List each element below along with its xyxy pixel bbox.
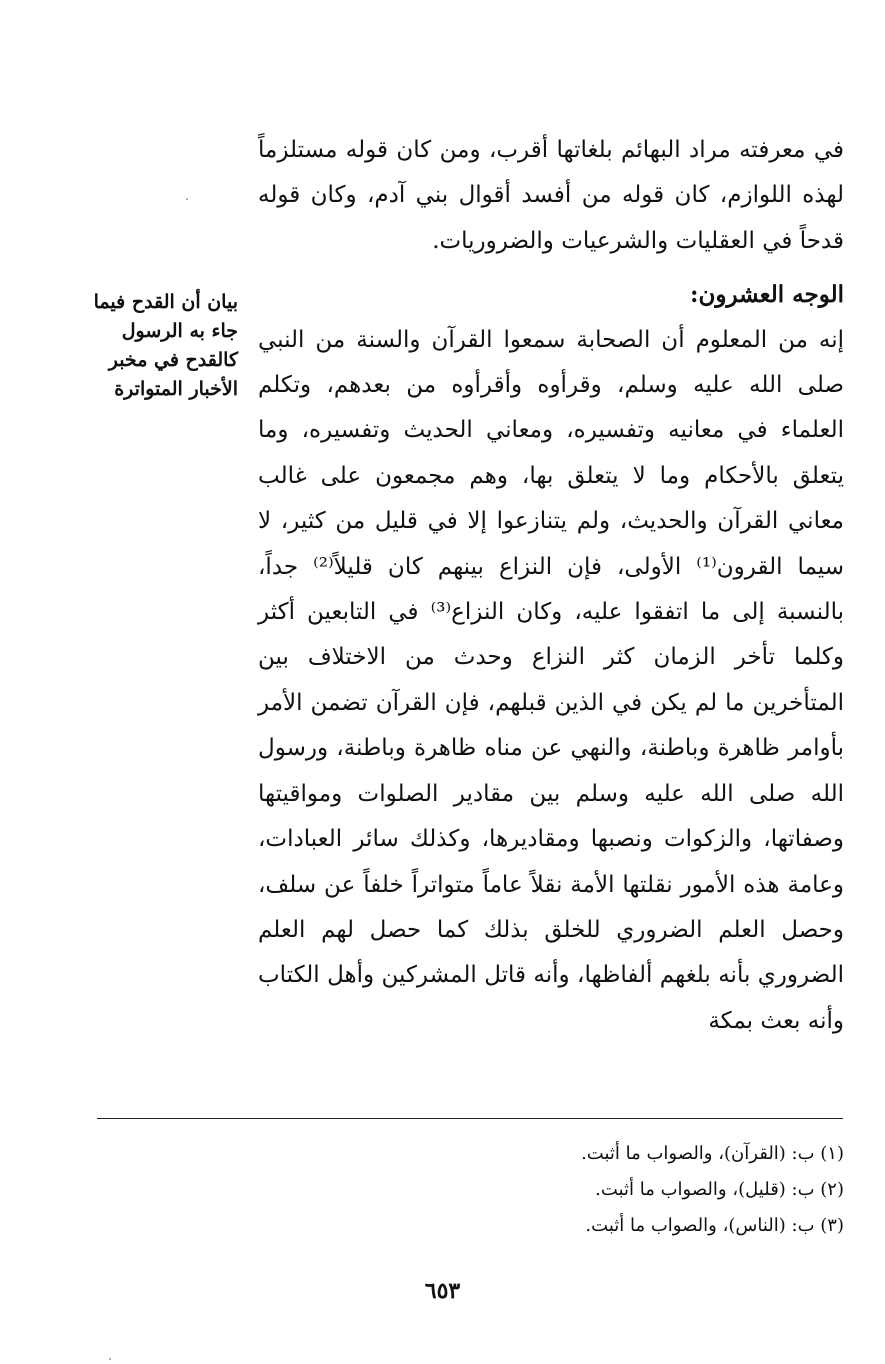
footnote-divider — [97, 1118, 843, 1119]
section-heading: الوجه العشرون: — [689, 281, 844, 309]
intro-paragraph: في معرفته مراد البهائم بلغاتها أقرب، ومن كان قوله مستلزماً لهذه اللوازم، كان قوله من أفسد أقوال بني آدم، وكان قوله قدحاً في العقليات والشرعيات والضروريات. — [258, 137, 844, 254]
paper-speck — [109, 1358, 111, 1360]
footnote-2: (٢) ب: (قليل)، والصواب ما أثبت. — [595, 1179, 844, 1200]
body-paragraph: إنه من المعلوم أن الصحابة سمعوا القرآن والسنة من النبي صلى الله عليه وسلم، وقرأوه وأقرأوه من بعدهم، وتكلم العلماء في معانيه وتفسيره، ومعاني الحديث وتفسيره، وما يتعلق بالأحكام وما لا يتعلق بها، وهم مجمعون على غالب معاني القرآن والحديث، ولم يتنازعوا إلا في قليل من كثير، لا سيما القرون⁽¹⁾ الأولى، فإن النزاع بينهم كان قليلاً⁽²⁾ جداً، بالنسبة إلى ما اتفقوا عليه، وكان النزاع⁽³⁾ في التابعين أكثر وكلما تأخر الزمان كثر النزاع وحدث من الاختلاف بين المتأخرين ما لم يكن في الذين قبلهم، فإن القرآن تضمن الأمر بأوامر ظاهرة وباطنة، والنهي عن مناه ظاهرة وباطنة، ورسول الله صلى الله عليه وسلم بين مقادير الصلوات ومواقيتها وصفاتها، والزكوات ونصبها ومقاديرها، وكذلك سائر العبادات، وعامة هذه الأمور نقلتها الأمة نقلاً عاماً متواتراً خلفاً عن سلف، وحصل العلم الضروري للخلق بذلك كما حصل لهم العلم الضروري بأنه بلغهم ألفاظها، وأنه قاتل المشركين وأهل الكتاب وأنه بعث بمكة — [258, 326, 844, 1034]
paper-speck — [186, 198, 188, 200]
page-number: ٦٥٣ — [424, 1278, 461, 1304]
footnote-3: (٣) ب: (الناس)، والصواب ما أثبت. — [585, 1215, 844, 1236]
footnotes — [300, 1136, 844, 1244]
margin-note: بيان أن القدح فيما جاء به الرسول كالقدح في مخبر الأخبار المتواترة — [93, 291, 238, 400]
footnote-1: (١) ب: (القرآن)، والصواب ما أثبت. — [581, 1143, 844, 1164]
main-text-column — [258, 128, 844, 1044]
